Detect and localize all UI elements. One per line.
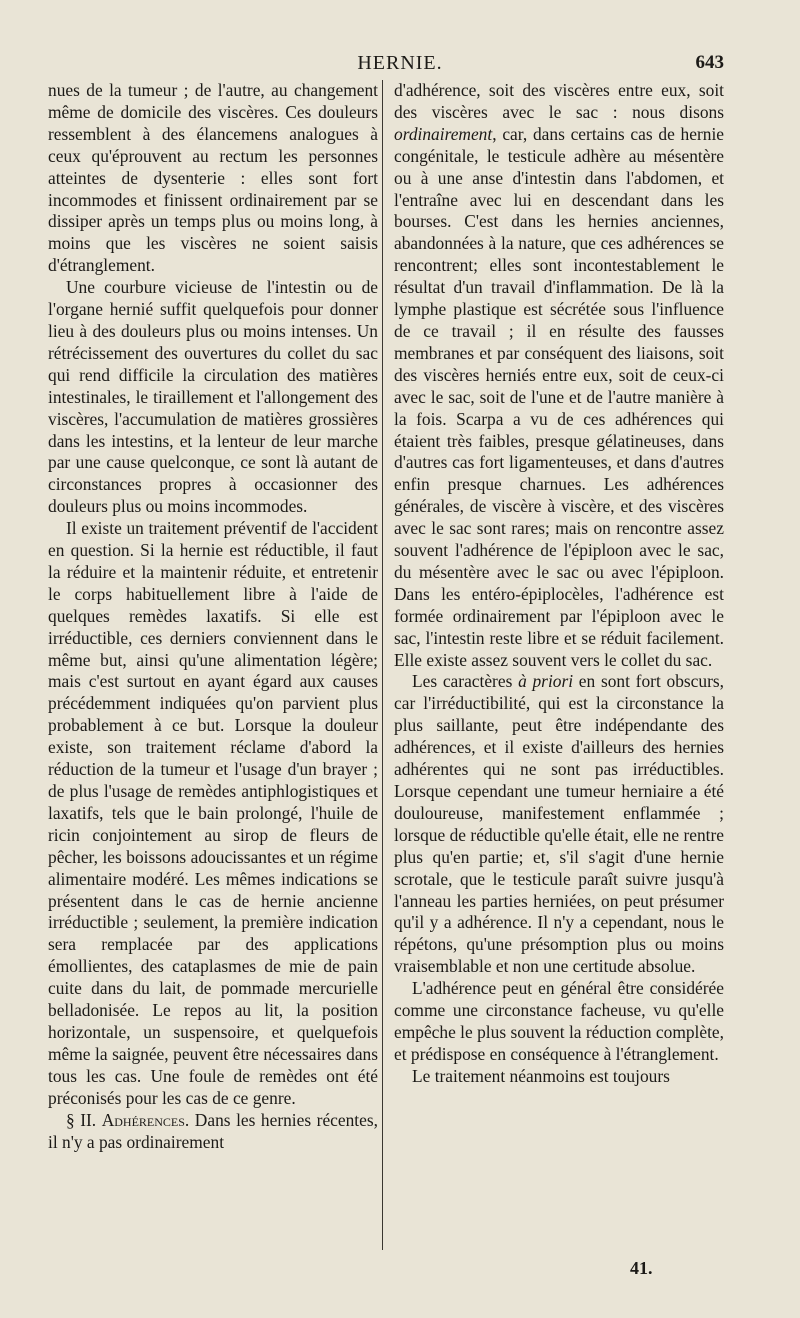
- section-heading: Adhérences.: [101, 1109, 190, 1130]
- right-column: [394, 80, 724, 1088]
- paragraph-adherence-continued: [394, 80, 724, 671]
- column-divider: [382, 80, 383, 1250]
- left-column: [48, 80, 378, 1153]
- paragraph-caracteres: [394, 671, 724, 978]
- text-run: d'adhérence, soit des viscères entre eux, soit des viscères avec le sac : nous disons: [394, 80, 724, 122]
- signature-mark: 41.: [630, 1258, 653, 1278]
- paragraph-courbure: Une courbure vicieuse de l'intestin ou de l'organe hernié suffit quelquefois pour donner lieu à des douleurs plus ou moins intenses. Un rétrécissement des ouvertures du collet du sac qui rend difficile la circulation des matières intestinales, le tiraillement et l'allongement des viscères, l'accumulation de matières grossières dans les intestins, et la lenteur de leur marche par une cause quelconque, ce sont là autant de circonstances propres à occasionner des douleurs plus ou moins incommodes.: [48, 277, 378, 517]
- italic-term: ordinairement: [394, 123, 493, 144]
- text-run: en sont fort obscurs, car l'irréductibilité, qui est la circonstance la plus saillante, peut être indépendante des adhérences, et il existe d'ailleurs des hernies adhérentes qui ne sont pas irréductibles. Lorsque cependant une tumeur herniaire a été douloureuse, manifestement enflammée ; lorsque de réductible qu'elle était, elle ne rentre plus qu'en partie; et, s'il s'agit d'une hernie scrotale, que le testicule paraît suivre jusqu'à l'anneau les parties herniées, on peut présumer qu'il y a adhérence. Il n'y a cependant, nous le répétons, qu'une présomption plus ou moins vraisemblable et non une certitude absolue.: [394, 671, 724, 977]
- page-number: 643: [695, 52, 724, 73]
- section-number: § II.: [66, 1109, 97, 1130]
- section-text: Dans les hernies récentes, il n'y a pas ordinairement: [48, 1109, 378, 1152]
- text-run: Les caractères: [412, 671, 519, 692]
- paragraph-traitement-preventif: Il existe un traitement préventif de l'accident en question. Si la hernie est réductible, il faut la réduire et la maintenir réduite, et entretenir le corps habituellement libre à l'aide de quelques remèdes laxatifs. Si elle est irréductible, ces derniers conviennent dans le même but, ainsi qu'une alimentation légère; mais c'est surtout en ayant égard aux causes précédemment indiquées qu'on parvient plus probablement à ce but. Lorsque la douleur existe, son traitement réclame d'abord la réduction de la tumeur et l'usage d'un brayer ; de plus l'usage de remèdes antiphlogistiques et laxatifs, tels que le bain prolongé, l'huile de ricin conjointement au sirop de fleurs de pêcher, les boissons adoucissantes et un régime alimentaire modéré. Les mêmes indications se présentent dans le cas de hernie ancienne irréductible ; seulement, la première indication sera remplacée par des applications émollientes, des cataplasmes de mie de pain cuite dans du lait, de pommade mercurielle belladonisée. Le repos au lit, la position horizontale, un suspensoire, et quelquefois même la saignée, peuvent être nécessaires dans tous les cas. Une foule de remèdes ont été préconisés pour les cas de ce genre.: [48, 518, 378, 1108]
- italic-term: à priori: [518, 671, 574, 692]
- paragraph-traitement: Le traitement néanmoins est toujours: [412, 1065, 670, 1086]
- paragraph-douleurs: nues de la tumeur ; de l'autre, au changement même de domicile des viscères. Ces douleurs ressemblent à des élancemens analogues à ceux qu'éprouvent au rectum les personnes atteintes de dysenterie : elles sont fort incommodes et finissent ordinairement par se dissiper après un temps plus ou moins long, à moins que les viscères ne soient saisis d'étranglement.: [48, 80, 378, 276]
- text-run: , car, dans certains cas de hernie congénitale, le testicule adhère au mésentère ou à une anse d'intestin dans l'abdomen, et l'entraîne avec lui en descendant dans les bourses. C'est dans les hernies anciennes, abandonnées à la nature, que ces adhérences se rencontrent; elles sont incontestablement le résultat d'un travail d'inflammation. De là la lymphe plastique est sécrétée sous l'influence de ce travail ; il en résulte des fausses membranes et par conséquent des liaisons, soit des viscères herniés entre eux, soit de ceux-ci avec le sac, soit de l'une et de l'autre manière à la fois. Scarpa a vu de ces adhérences qui étaient très faibles, presque gélatineuses, dans d'autres cas fort ligamenteuses, et dans d'autres enfin presque charnues. Les adhérences générales, de viscère à viscère, et des viscères avec le sac sont rares; mais on rencontre assez souvent l'adhérence de l'épiploon avec le sac, du mésentère avec le sac ou avec l'épiploon. Dans les entéro-épiplocèles, l'adhérence est formée ordinairement par l'épiploon avec le sac, l'intestin reste libre et se réduit facilement. Elle existe assez souvent vers le collet du sac.: [394, 123, 724, 670]
- running-title: HERNIE.: [357, 52, 443, 74]
- paragraph-adherences: [48, 1110, 378, 1154]
- paragraph-circonstance: L'adhérence peut en général être considérée comme une circonstance facheuse, vu qu'elle empêche le plus souvent la réduction complète, et prédispose en conséquence à l'étranglement.: [394, 978, 724, 1064]
